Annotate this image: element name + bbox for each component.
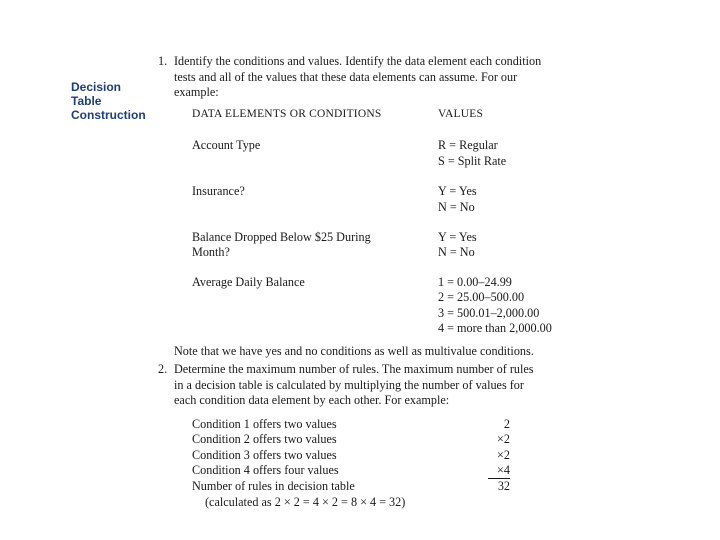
step-2-line: each condition data element by each other. For example:	[174, 393, 450, 407]
condition-average-daily-balance: Average Daily Balance	[192, 275, 305, 289]
sidebar-title-line: Decision	[71, 80, 122, 94]
value-item: 4 = more than 2,000.00	[438, 321, 552, 335]
header-conditions: DATA ELEMENTS OR CONDITIONS	[192, 108, 382, 120]
calc-label: Condition 2 offers two values	[192, 432, 337, 446]
calc-label: Condition 1 offers two values	[192, 417, 337, 431]
value-item: 2 = 25.00–500.00	[438, 290, 525, 304]
calc-value: ×2	[497, 448, 510, 462]
calc-label: Condition 3 offers two values	[192, 448, 337, 462]
value-item: 3 = 500.01–2,000.00	[438, 306, 540, 320]
step-1-line: tests and all of the values that these data elements can assume. For our	[174, 70, 518, 84]
calc-value: 2	[503, 417, 510, 431]
sidebar-title-line: Table	[71, 94, 102, 108]
step-2-line: in a decision table is calculated by multiplying the number of values for	[174, 378, 524, 392]
calc-value: ×2	[497, 432, 510, 446]
value-item: 1 = 0.00–24.99	[438, 275, 512, 289]
sidebar-title-line: Construction	[71, 108, 146, 122]
step-2-line: Determine the maximum number of rules. The maximum number of rules	[174, 362, 534, 376]
calc-label: Number of rules in decision table	[192, 479, 355, 493]
calc-label: Condition 4 offers four values	[192, 463, 339, 477]
calc-value: ×4	[497, 463, 510, 477]
condition-insurance: Insurance?	[192, 184, 245, 198]
value-item: N = No	[438, 245, 475, 259]
condition-balance-dropped-cont: Month?	[192, 245, 230, 259]
value-item: Y = Yes	[438, 230, 477, 244]
step-1-line: Identify the conditions and values. Identify the data element each condition	[174, 54, 542, 68]
condition-account-type: Account Type	[192, 138, 261, 152]
step-1-number: 1.	[158, 54, 168, 68]
value-item: R = Regular	[438, 138, 498, 152]
value-item: Y = Yes	[438, 184, 477, 198]
value-item: N = No	[438, 200, 475, 214]
calc-total: 32	[497, 479, 510, 493]
condition-balance-dropped: Balance Dropped Below $25 During	[192, 230, 371, 244]
header-values: VALUES	[438, 108, 484, 120]
step-2-number: 2.	[158, 362, 168, 376]
note-text: Note that we have yes and no conditions as well as multivalue conditions.	[174, 344, 534, 358]
step-1-line: example:	[174, 85, 219, 99]
calc-footnote: (calculated as 2 × 2 = 4 × 2 = 8 × 4 = 32)	[205, 495, 406, 509]
value-item: S = Split Rate	[438, 154, 507, 168]
